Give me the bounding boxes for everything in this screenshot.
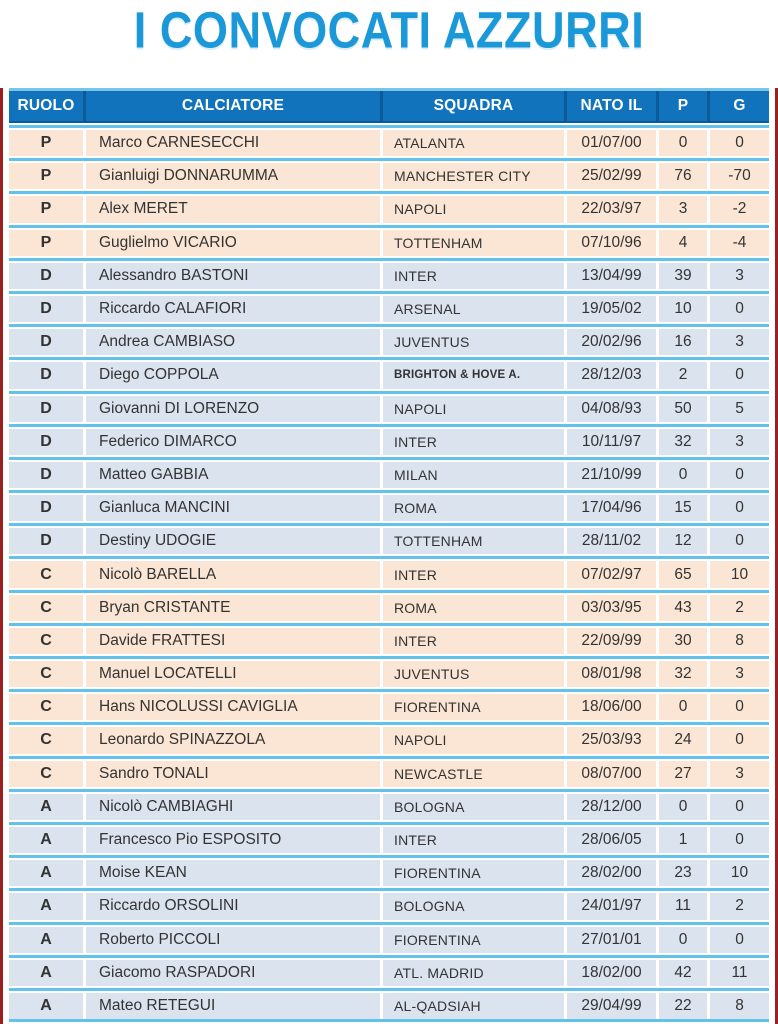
caps-cell: 3 [659,196,707,222]
caps-cell: 2 [659,362,707,388]
player-cell: Giovanni DI LORENZO [86,396,380,422]
caps-cell: 32 [659,661,707,687]
player-cell: Bryan CRISTANTE [86,595,380,621]
birthdate-cell: 24/01/97 [567,893,656,919]
player-cell: Marco CARNESECCHI [86,130,380,156]
club-cell: BOLOGNA [383,893,564,919]
role-cell: A [9,893,83,919]
player-cell: Nicolò BARELLA [86,561,380,587]
caps-cell: 0 [659,694,707,720]
player-cell: Gianluca MANCINI [86,495,380,521]
role-cell: C [9,561,83,587]
club-cell: NAPOLI [383,396,564,422]
table-row [9,355,769,388]
player-cell: Leonardo SPINAZZOLA [86,727,380,753]
goals-cell: 0 [710,528,769,554]
club-cell: NAPOLI [383,196,564,222]
player-cell: Matteo GABBIA [86,462,380,488]
role-cell: P [9,196,83,222]
caps-cell: 12 [659,528,707,554]
role-cell: P [9,230,83,256]
goals-cell: 0 [710,495,769,521]
player-cell: Roberto PICCOLI [86,927,380,953]
birthdate-cell: 10/11/97 [567,429,656,455]
player-cell: Mateo RETEGUI [86,993,380,1019]
caps-cell: 42 [659,960,707,986]
column-header-calciatore: CALCIATORE [86,91,380,121]
player-cell: Gianluigi DONNARUMMA [86,163,380,189]
club-cell: INTER [383,429,564,455]
birthdate-cell: 29/04/99 [567,993,656,1019]
table-row [9,289,769,322]
role-cell: D [9,362,83,388]
role-cell: C [9,694,83,720]
caps-cell: 4 [659,230,707,256]
table-row [9,886,769,919]
table-row [9,720,769,753]
club-cell: ROMA [383,595,564,621]
goals-cell: -4 [710,230,769,256]
goals-cell: 3 [710,661,769,687]
birthdate-cell: 22/03/97 [567,196,656,222]
caps-cell: 39 [659,263,707,289]
caps-cell: 10 [659,296,707,322]
goals-cell: 0 [710,362,769,388]
role-cell: D [9,296,83,322]
club-cell: FIORENTINA [383,860,564,886]
role-cell: A [9,827,83,853]
goals-cell: 0 [710,130,769,156]
goals-cell: 3 [710,761,769,787]
caps-cell: 0 [659,794,707,820]
birthdate-cell: 18/02/00 [567,960,656,986]
player-cell: Manuel LOCATELLI [86,661,380,687]
role-cell: D [9,329,83,355]
club-cell: ATL. MADRID [383,960,564,986]
goals-cell: 3 [710,329,769,355]
role-cell: D [9,429,83,455]
player-cell: Guglielmo VICARIO [86,230,380,256]
caps-cell: 76 [659,163,707,189]
player-cell: Sandro TONALI [86,761,380,787]
goals-cell: 3 [710,429,769,455]
birthdate-cell: 07/02/97 [567,561,656,587]
birthdate-cell: 20/02/96 [567,329,656,355]
table-row [9,820,769,853]
caps-cell: 43 [659,595,707,621]
table-row [9,554,769,587]
table-row [9,687,769,720]
club-cell: FIORENTINA [383,927,564,953]
role-cell: C [9,595,83,621]
goals-cell: 5 [710,396,769,422]
table-row [9,422,769,455]
goals-cell: 0 [710,794,769,820]
club-cell: MILAN [383,462,564,488]
club-cell: NEWCASTLE [383,761,564,787]
birthdate-cell: 21/10/99 [567,462,656,488]
goals-cell: 0 [710,462,769,488]
caps-cell: 11 [659,893,707,919]
birthdate-cell: 08/01/98 [567,661,656,687]
table-row [9,953,769,986]
table-row [9,156,769,189]
birthdate-cell: 18/06/00 [567,694,656,720]
goals-cell: 3 [710,263,769,289]
roster-table-body [9,123,769,1024]
player-cell: Riccardo CALAFIORI [86,296,380,322]
club-cell: MANCHESTER CITY [383,163,564,189]
role-cell: A [9,960,83,986]
caps-cell: 16 [659,329,707,355]
table-row [9,189,769,222]
table-row [9,322,769,355]
player-cell: Riccardo ORSOLINI [86,893,380,919]
table-row [9,621,769,654]
birthdate-cell: 01/07/00 [567,130,656,156]
birthdate-cell: 07/10/96 [567,230,656,256]
player-cell: Andrea CAMBIASO [86,329,380,355]
player-cell: Alessandro BASTONI [86,263,380,289]
role-cell: D [9,396,83,422]
roster-table [0,88,778,1024]
birthdate-cell: 28/11/02 [567,528,656,554]
birthdate-cell: 28/02/00 [567,860,656,886]
birthdate-cell: 27/01/01 [567,927,656,953]
table-row [9,588,769,621]
column-header-squadra: SQUADRA [383,91,564,121]
role-cell: C [9,628,83,654]
goals-cell: 8 [710,993,769,1019]
club-cell: BRIGHTON & HOVE A. [383,362,564,388]
goals-cell: 0 [710,727,769,753]
table-row [9,787,769,820]
role-cell: P [9,130,83,156]
club-cell: INTER [383,561,564,587]
role-cell: A [9,993,83,1019]
table-row [9,389,769,422]
birthdate-cell: 22/09/99 [567,628,656,654]
role-cell: D [9,263,83,289]
table-row [9,223,769,256]
role-cell: A [9,794,83,820]
player-cell: Destiny UDOGIE [86,528,380,554]
birthdate-cell: 17/04/96 [567,495,656,521]
player-cell: Giacomo RASPADORI [86,960,380,986]
club-cell: FIORENTINA [383,694,564,720]
role-cell: A [9,927,83,953]
role-cell: C [9,761,83,787]
role-cell: C [9,727,83,753]
birthdate-cell: 28/12/03 [567,362,656,388]
goals-cell: 11 [710,960,769,986]
player-cell: Federico DIMARCO [86,429,380,455]
club-cell: BOLOGNA [383,794,564,820]
table-row [9,488,769,521]
club-cell: NAPOLI [383,727,564,753]
goals-cell: 10 [710,561,769,587]
table-row [9,123,769,156]
table-row [9,654,769,687]
table-row [9,256,769,289]
club-cell: AL-QADSIAH [383,993,564,1019]
goals-cell: 8 [710,628,769,654]
birthdate-cell: 03/03/95 [567,595,656,621]
caps-cell: 24 [659,727,707,753]
table-header-row [9,88,769,123]
caps-cell: 22 [659,993,707,1019]
player-cell: Francesco Pio ESPOSITO [86,827,380,853]
player-cell: Diego COPPOLA [86,362,380,388]
goals-cell: -70 [710,163,769,189]
club-cell: INTER [383,628,564,654]
birthdate-cell: 25/03/93 [567,727,656,753]
role-cell: D [9,528,83,554]
column-header-g: G [710,91,769,121]
birthdate-cell: 25/02/99 [567,163,656,189]
birthdate-cell: 04/08/93 [567,396,656,422]
table-row [9,521,769,554]
club-cell: ROMA [383,495,564,521]
table-row [9,920,769,953]
club-cell: ATALANTA [383,130,564,156]
caps-cell: 50 [659,396,707,422]
birthdate-cell: 13/04/99 [567,263,656,289]
table-row [9,455,769,488]
club-cell: INTER [383,263,564,289]
birthdate-cell: 28/12/00 [567,794,656,820]
club-cell: TOTTENHAM [383,528,564,554]
column-header-p: P [659,91,707,121]
goals-cell: 0 [710,694,769,720]
birthdate-cell: 08/07/00 [567,761,656,787]
role-cell: P [9,163,83,189]
club-cell: JUVENTUS [383,661,564,687]
page-title: I CONVOCATI AZZURRI [133,0,645,59]
caps-cell: 32 [659,429,707,455]
caps-cell: 0 [659,130,707,156]
club-cell: INTER [383,827,564,853]
player-cell: Davide FRATTESI [86,628,380,654]
role-cell: C [9,661,83,687]
goals-cell: 0 [710,827,769,853]
player-cell: Alex MERET [86,196,380,222]
caps-cell: 65 [659,561,707,587]
player-cell: Nicolò CAMBIAGHI [86,794,380,820]
goals-cell: -2 [710,196,769,222]
role-cell: D [9,462,83,488]
caps-cell: 30 [659,628,707,654]
club-cell: TOTTENHAM [383,230,564,256]
birthdate-cell: 28/06/05 [567,827,656,853]
caps-cell: 27 [659,761,707,787]
column-header-nato-il: NATO IL [567,91,656,121]
goals-cell: 2 [710,595,769,621]
caps-cell: 0 [659,462,707,488]
role-cell: D [9,495,83,521]
birthdate-cell: 19/05/02 [567,296,656,322]
goals-cell: 0 [710,296,769,322]
player-cell: Hans NICOLUSSI CAVIGLIA [86,694,380,720]
table-row [9,986,769,1019]
goals-cell: 10 [710,860,769,886]
table-row [9,754,769,787]
caps-cell: 23 [659,860,707,886]
player-cell: Moise KEAN [86,860,380,886]
caps-cell: 15 [659,495,707,521]
caps-cell: 0 [659,927,707,953]
column-header-ruolo: RUOLO [9,91,83,121]
club-cell: JUVENTUS [383,329,564,355]
role-cell: A [9,860,83,886]
goals-cell: 2 [710,893,769,919]
goals-cell: 0 [710,927,769,953]
club-cell: ARSENAL [383,296,564,322]
table-row [9,853,769,886]
caps-cell: 1 [659,827,707,853]
